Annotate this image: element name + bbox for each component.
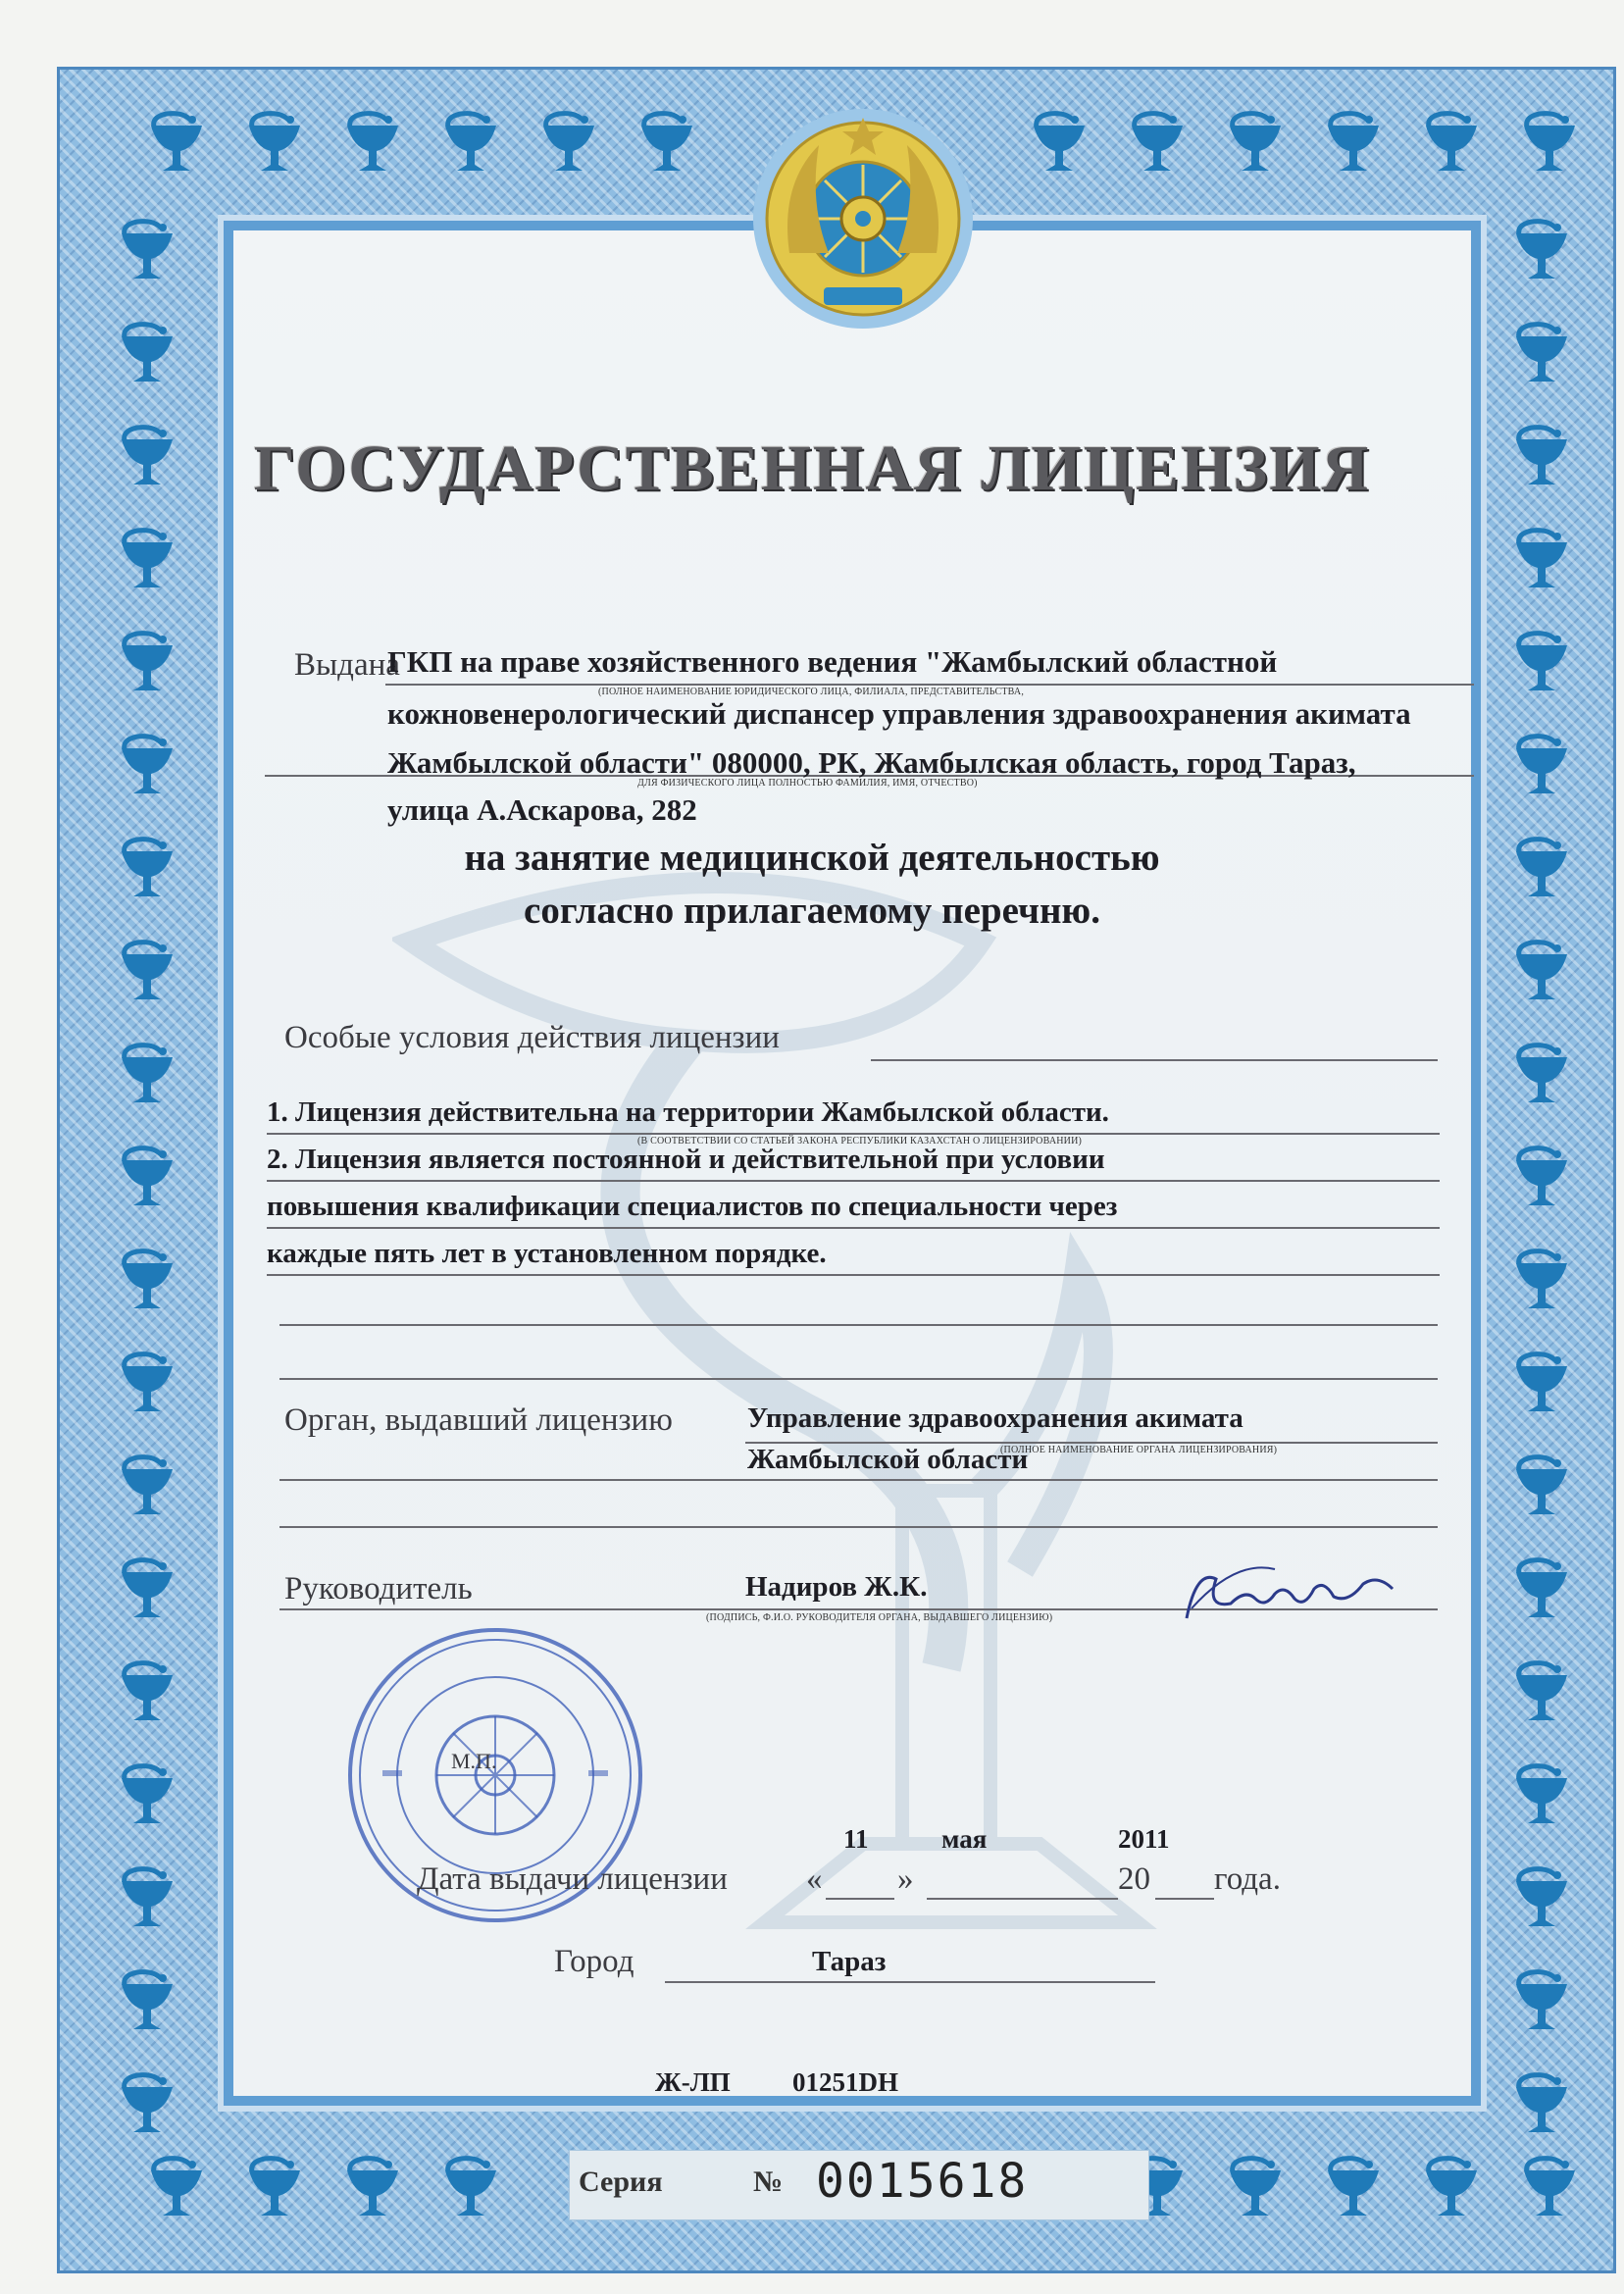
cup-ornament-icon xyxy=(445,114,496,171)
condition-underline-4 xyxy=(267,1274,1440,1276)
authority-label: Орган, выдавший лицензию xyxy=(284,1402,673,1438)
cup-ornament-icon xyxy=(1516,1045,1567,1102)
cup-ornament-icon xyxy=(1132,114,1183,171)
cup-ornament-icon xyxy=(1516,531,1567,587)
date-month-underline xyxy=(927,1898,1118,1900)
cup-ornament-icon xyxy=(122,737,173,793)
conditions-hint: (В СООТВЕТСТВИИ СО СТАТЬЕЙ ЗАКОНА РЕСПУБЛИКИ КАЗАХСТАН О ЛИЦЕНЗИРОВАНИИ) xyxy=(637,1136,1083,1147)
cup-ornament-icon xyxy=(151,114,202,171)
signature xyxy=(1177,1550,1402,1638)
cup-ornament-icon xyxy=(1516,943,1567,999)
head-hint: (ПОДПИСЬ, Ф.И.О. РУКОВОДИТЕЛЯ ОРГАНА, ВЫДАВШЕГО ЛИЦЕНЗИЮ) xyxy=(706,1612,1053,1623)
issued-line-1: ГКП на праве хозяйственного ведения "Жамбылский областной xyxy=(387,644,1278,679)
registration-number: 01251DH xyxy=(792,2067,898,2097)
date-year-underline xyxy=(1155,1898,1214,1900)
cup-ornament-icon xyxy=(1516,1251,1567,1308)
cup-ornament-icon xyxy=(151,2159,202,2216)
cup-ornament-icon xyxy=(1328,2159,1379,2216)
cup-ornament-icon xyxy=(122,325,173,382)
cup-ornament-icon xyxy=(122,1972,173,2029)
purpose-line-2: согласно прилагаемому перечню. xyxy=(524,890,1100,932)
cup-ornament-icon xyxy=(1516,634,1567,690)
cup-ornament-icon xyxy=(1516,1972,1567,2029)
cup-ornament-icon xyxy=(1516,1560,1567,1617)
issued-line-2: кожновенерологический диспансер управления здравоохранения акимата xyxy=(387,696,1411,731)
cup-ornament-icon xyxy=(1516,1663,1567,1720)
cup-ornament-icon xyxy=(1516,1457,1567,1514)
condition-item-2a: 2. Лицензия является постоянной и действительной при условии xyxy=(267,1144,1105,1175)
condition-underline-1 xyxy=(267,1133,1440,1135)
cup-ornament-icon xyxy=(122,943,173,999)
cup-ornament-icon xyxy=(122,1766,173,1823)
cup-ornament-icon xyxy=(1034,114,1085,171)
cup-ornament-icon xyxy=(1328,114,1379,171)
cup-ornament-icon xyxy=(122,1457,173,1514)
condition-underline-2 xyxy=(267,1180,1440,1182)
cup-ornament-icon xyxy=(122,1354,173,1411)
city-underline xyxy=(665,1981,1155,1983)
cup-ornament-icon xyxy=(122,1045,173,1102)
head-name: Надиров Ж.К. xyxy=(745,1571,928,1603)
purpose-line-1: на занятие медицинской деятельностью xyxy=(464,837,1160,879)
condition-item-1: 1. Лицензия действительна на территории Жамбылской области. xyxy=(267,1096,1109,1128)
authority-underline-3 xyxy=(279,1526,1438,1528)
authority-value-2: Жамбылской области xyxy=(747,1444,1029,1475)
stamp-place-label: М.П. xyxy=(451,1749,497,1773)
cup-ornament-icon xyxy=(122,531,173,587)
registration-code: Ж-ЛП xyxy=(655,2067,731,2097)
date-label: Дата выдачи лицензии xyxy=(417,1861,728,1897)
issued-label: Выдана xyxy=(294,647,400,683)
cup-ornament-icon xyxy=(1516,1869,1567,1926)
cup-ornament-icon xyxy=(122,1148,173,1205)
cup-ornament-icon xyxy=(249,114,300,171)
issued-line-4: улица А.Аскарова, 282 xyxy=(387,792,697,827)
cup-ornament-icon xyxy=(543,114,594,171)
series-number-sign: № xyxy=(753,2166,784,2198)
condition-underline-3 xyxy=(267,1227,1440,1229)
cup-ornament-icon xyxy=(122,1663,173,1720)
issued-line-3: Жамбылской области" 080000, РК, Жамбылская область, город Тараз, xyxy=(387,745,1356,780)
series-label: Серия xyxy=(579,2166,663,2198)
cup-ornament-icon xyxy=(122,1869,173,1926)
cup-ornament-icon xyxy=(1516,737,1567,793)
series-number: 0015618 xyxy=(816,2154,1029,2209)
date-day-underline xyxy=(826,1898,894,1900)
cup-ornament-icon xyxy=(1516,1766,1567,1823)
date-day: 11 xyxy=(843,1824,869,1854)
condition-item-2c: каждые пять лет в установленном порядке. xyxy=(267,1238,827,1269)
city-value: Тараз xyxy=(812,1946,887,1977)
conditions-label: Особые условия действия лицензии xyxy=(284,1020,780,1055)
date-suffix: года. xyxy=(1214,1861,1281,1897)
cup-ornament-icon xyxy=(1516,1354,1567,1411)
date-close-quote: » xyxy=(897,1861,914,1897)
issued-underline-1 xyxy=(385,684,1474,686)
cup-ornament-icon xyxy=(1230,2159,1281,2216)
cup-ornament-icon xyxy=(122,634,173,690)
authority-underline-2 xyxy=(279,1479,1438,1481)
blank-line-2 xyxy=(279,1378,1438,1380)
cup-ornament-icon xyxy=(122,1251,173,1308)
cup-ornament-icon xyxy=(641,114,692,171)
head-label: Руководитель xyxy=(284,1571,473,1606)
cup-ornament-icon xyxy=(249,2159,300,2216)
authority-hint: (ПОЛНОЕ НАИМЕНОВАНИЕ ОРГАНА ЛИЦЕНЗИРОВАНИЯ) xyxy=(1000,1445,1278,1455)
cup-ornament-icon xyxy=(347,114,398,171)
cup-ornament-icon xyxy=(445,2159,496,2216)
issued-hint-1: (ПОЛНОЕ НАИМЕНОВАНИЕ ЮРИДИЧЕСКОГО ЛИЦА, ФИЛИАЛА, ПРЕДСТАВИТЕЛЬСТВА, xyxy=(598,687,1025,697)
condition-item-2b: повышения квалификации специалистов по специальности через xyxy=(267,1191,1118,1222)
city-label: Город xyxy=(554,1944,634,1979)
issued-hint-2: ДЛЯ ФИЗИЧЕСКОГО ЛИЦА ПОЛНОСТЬЮ ФАМИЛИЯ, ИМЯ, ОТЧЕСТВО) xyxy=(637,778,978,789)
cup-ornament-icon xyxy=(1230,114,1281,171)
cup-ornament-icon xyxy=(347,2159,398,2216)
cup-ornament-icon xyxy=(1516,222,1567,279)
cup-ornament-icon xyxy=(1516,2075,1567,2132)
date-year: 2011 xyxy=(1118,1824,1170,1854)
cup-ornament-icon xyxy=(1524,2159,1575,2216)
cup-ornament-icon xyxy=(1426,114,1477,171)
cup-ornament-icon xyxy=(1516,325,1567,382)
cup-ornament-icon xyxy=(122,1560,173,1617)
cup-ornament-icon xyxy=(122,222,173,279)
authority-value-1: Управление здравоохранения акимата xyxy=(747,1402,1243,1434)
date-open-quote: « xyxy=(806,1861,823,1897)
conditions-underline xyxy=(871,1059,1438,1061)
blank-line-1 xyxy=(279,1324,1438,1326)
cup-ornament-icon xyxy=(1426,2159,1477,2216)
kazakhstan-emblem xyxy=(750,106,976,331)
cup-ornament-icon xyxy=(1524,114,1575,171)
date-year-prefix: 20 xyxy=(1118,1861,1150,1897)
cup-ornament-icon xyxy=(1516,1148,1567,1205)
document-title: ГОСУДАРСТВЕННАЯ ЛИЦЕНЗИЯ xyxy=(253,433,1371,504)
date-month: мая xyxy=(941,1824,988,1854)
cup-ornament-icon xyxy=(122,2075,173,2132)
